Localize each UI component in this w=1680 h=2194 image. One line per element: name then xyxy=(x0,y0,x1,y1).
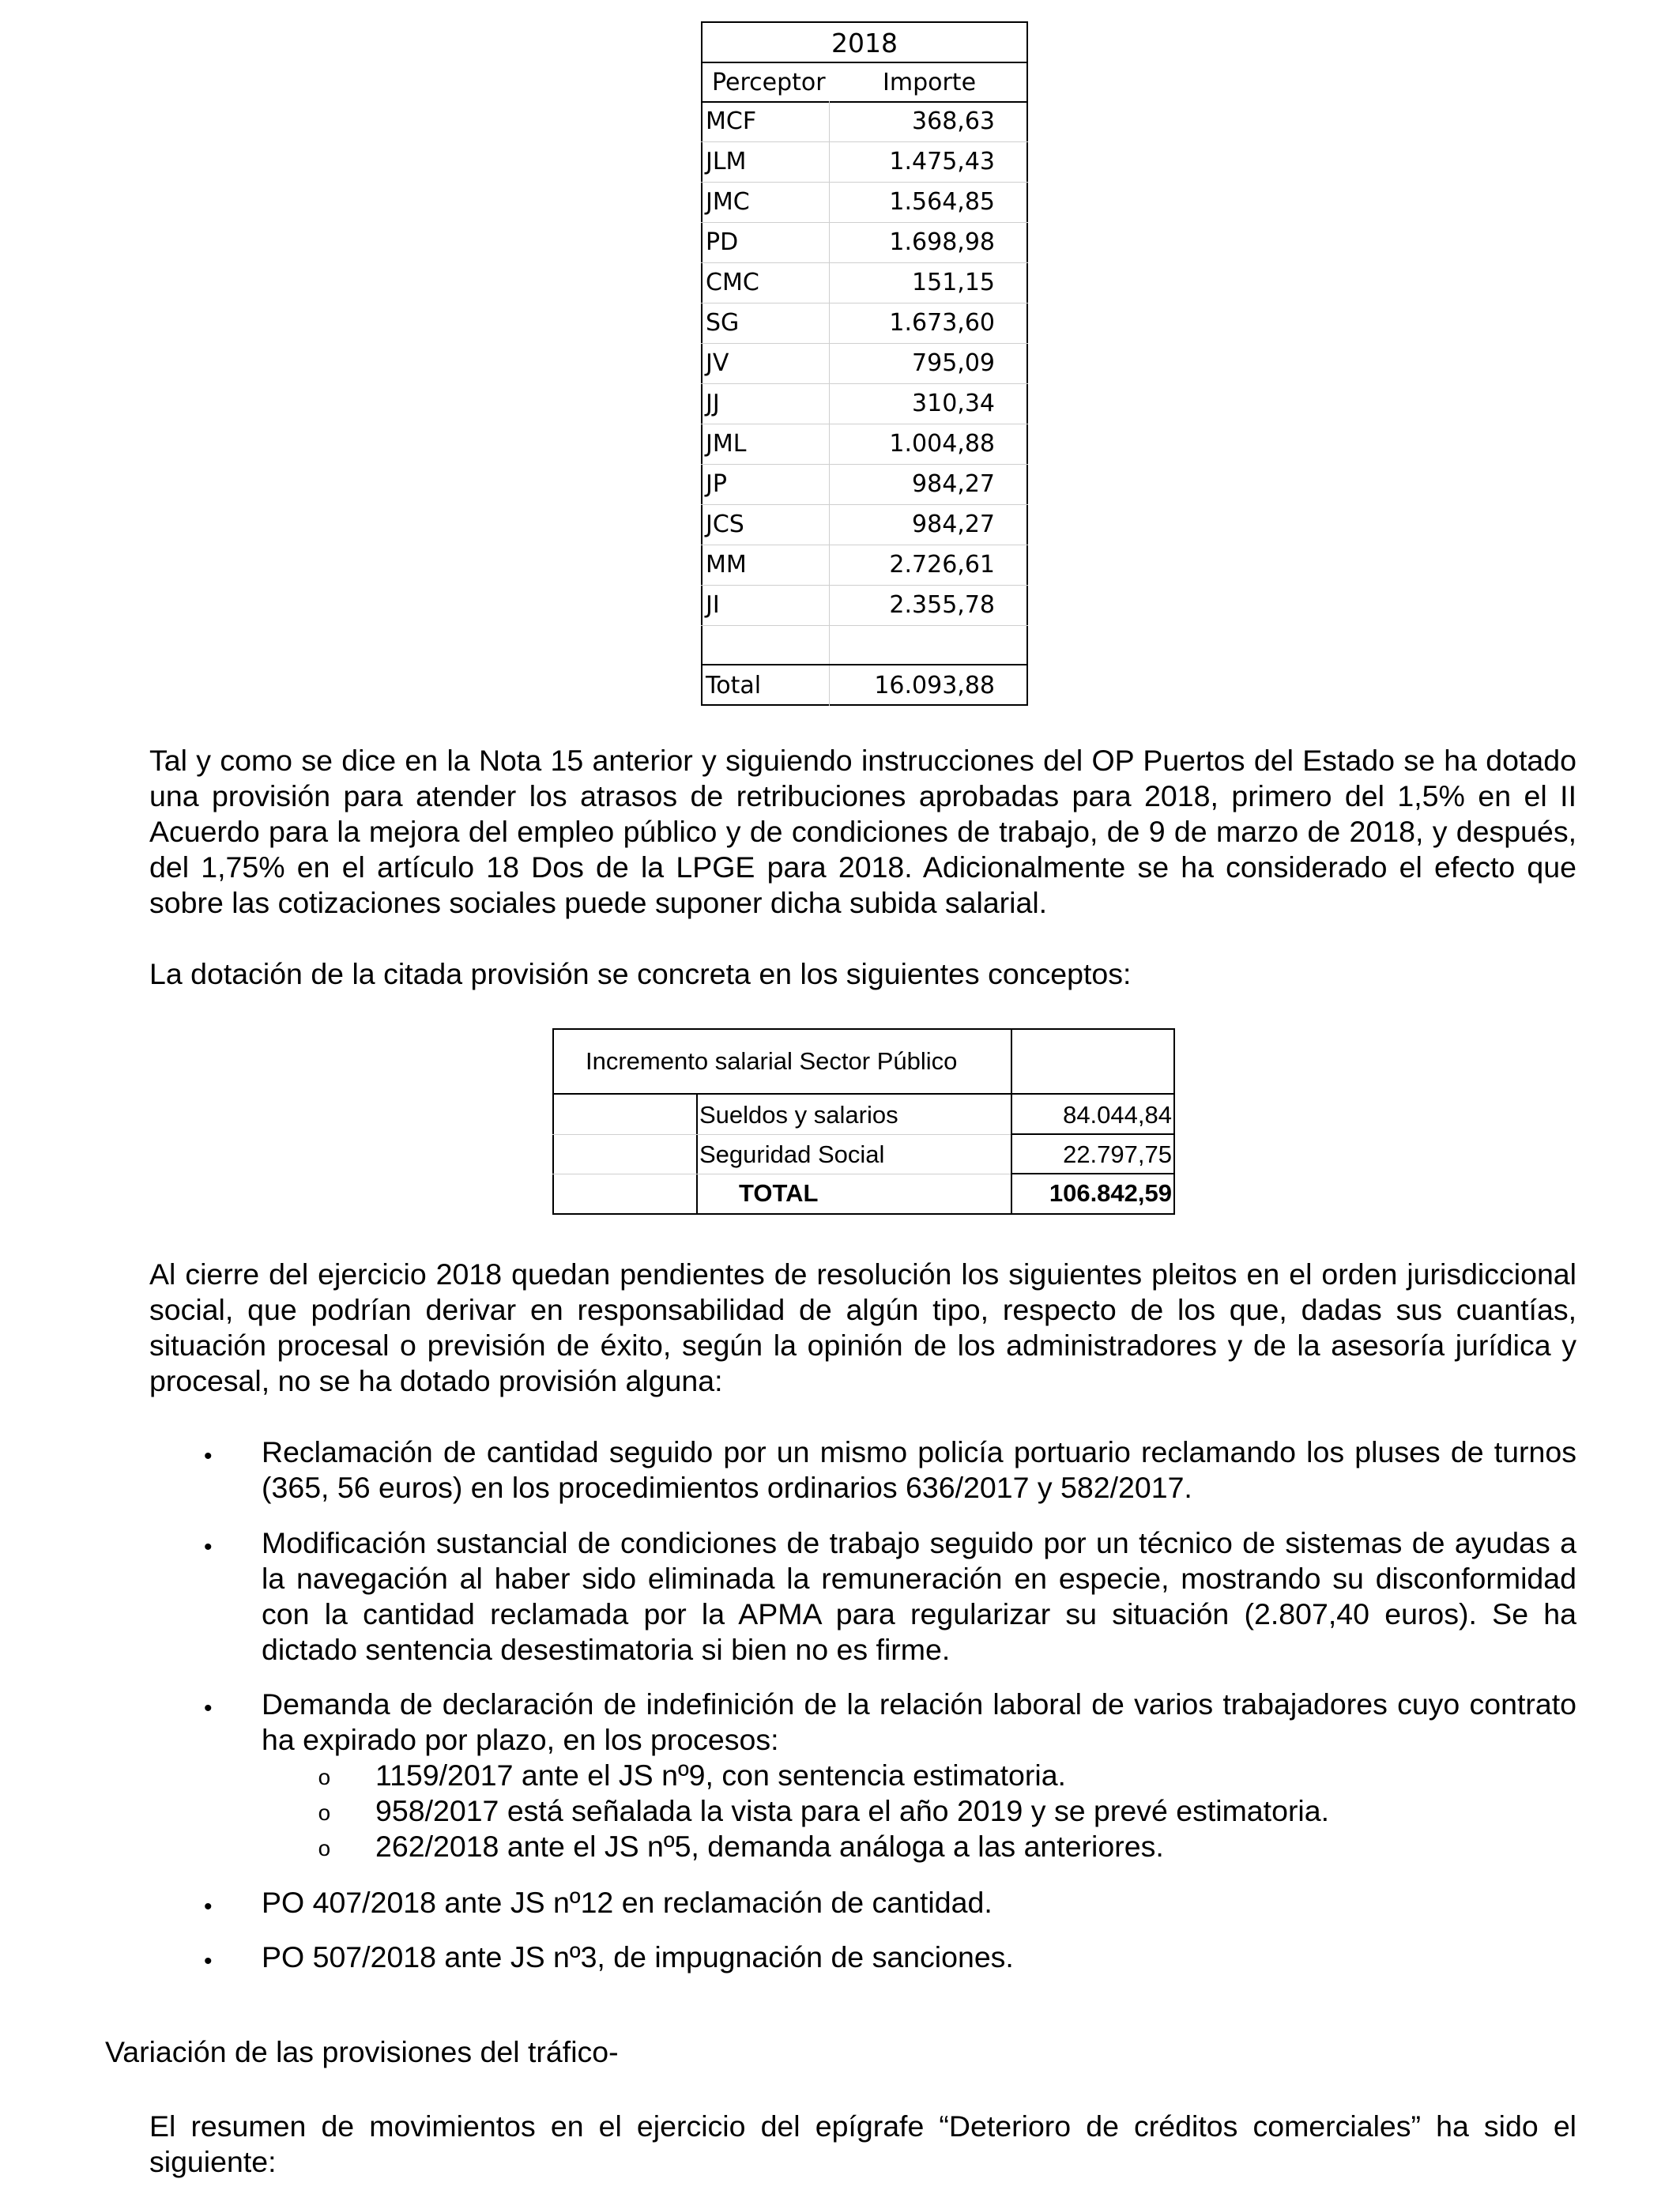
sub-bullet-marker: o xyxy=(318,1838,331,1863)
sub-list-item: 1159/2017 ante el JS nº9, con sentencia estimatoria. xyxy=(375,1759,1066,1792)
sub-list-item: 262/2018 ante el JS nº5, demanda análoga a las anteriores. xyxy=(375,1830,1164,1863)
column-divider xyxy=(1011,1028,1012,1215)
table-row-name: JML xyxy=(706,430,747,458)
table-row-name: MCF xyxy=(706,107,757,135)
section-heading: Variación de las provisiones del tráfico- xyxy=(105,2035,619,2068)
bullet-marker: • xyxy=(204,1443,213,1469)
table-row-name: PD xyxy=(706,228,739,256)
table-row-amount: 984,27 xyxy=(912,470,995,498)
incremento-row-label: Sueldos y salarios xyxy=(699,1101,898,1129)
row-divider xyxy=(552,1093,1175,1095)
table-row-amount: 151,15 xyxy=(912,269,995,296)
incremento-row-label: Seguridad Social xyxy=(699,1140,885,1168)
table-row-amount: 368,63 xyxy=(912,107,995,135)
table-row-amount: 2.726,61 xyxy=(889,551,995,579)
table-row-name: CMC xyxy=(706,269,759,296)
table-row-name: SG xyxy=(706,309,740,337)
bullet-marker: • xyxy=(204,1695,213,1721)
list-item: PO 507/2018 ante JS nº3, de impugnación de sanciones. xyxy=(262,1940,1014,1973)
table-row-amount: 1.673,60 xyxy=(889,309,995,337)
paragraph-movements-summary: El resumen de movimientos en el ejercicio del epígrafe “Deterioro de créditos comerciales” ha sido el siguiente: xyxy=(149,2109,1576,2178)
bullet-marker: • xyxy=(204,1534,213,1560)
sub-bullet-marker: o xyxy=(318,1803,331,1827)
table-row-amount: 984,27 xyxy=(912,511,995,538)
incremento-total-amount: 106.842,59 xyxy=(1049,1179,1172,1207)
paragraph-pending-lawsuits: Al cierre del ejercicio 2018 quedan pendientes de resolución los siguientes pleitos en el orden jurisdiccional social, que podrían derivar en responsabilidad de algún tipo, respecto de los que, dadas sus cuantías, situación procesal o previsión de éxito, según la opinión de los administradores y de la asesoría jurídica y procesal, no se ha dotado provisión alguna: xyxy=(149,1257,1576,1397)
list-item: Modificación sustancial de condiciones de trabajo seguido por un técnico de sistemas de ayudas a la navegación al haber sido eliminada la remuneración en especie, mostrando su disconformidad con la cantidad reclamada por la APMA para regularizar su situación (2.807,40 euros). Se ha dictado sentencia desestimatoria si bien no es firme. xyxy=(262,1526,1576,1666)
table-row-name: JI xyxy=(706,591,720,619)
table-row-name: JJ xyxy=(706,390,720,417)
table-row-amount: 1.698,98 xyxy=(889,228,995,256)
column-divider xyxy=(696,1095,698,1215)
table-divider xyxy=(701,62,1028,63)
incremento-title: Incremento salarial Sector Público xyxy=(586,1047,958,1075)
table-row-name: MM xyxy=(706,551,747,579)
col-header-importe: Importe xyxy=(883,69,977,96)
incremento-row-amount: 84.044,84 xyxy=(1063,1101,1172,1129)
col-header-perceptor: Perceptor xyxy=(712,69,826,96)
paragraph-concepts-intro: La dotación de la citada provisión se concreta en los siguientes conceptos: xyxy=(149,957,1132,990)
incremento-total-label: TOTAL xyxy=(739,1179,819,1207)
list-item: Demanda de declaración de indefinición de la relación laboral de varios trabajadores cuyo contrato ha expirado por plazo, en los procesos: xyxy=(262,1687,1576,1756)
incremento-row-amount: 22.797,75 xyxy=(1063,1140,1172,1168)
sub-list-item: 958/2017 está señalada la vista para el año 2019 y se prevé estimatoria. xyxy=(375,1794,1330,1827)
column-divider xyxy=(829,101,830,706)
bullet-marker: • xyxy=(204,1894,213,1920)
table-row-amount: 795,09 xyxy=(912,349,995,377)
table-row-amount: 1.475,43 xyxy=(889,148,995,175)
table-row-name: JLM xyxy=(706,148,747,175)
table-year: 2018 xyxy=(831,28,898,58)
table-total-amount: 16.093,88 xyxy=(874,672,995,699)
sub-bullet-marker: o xyxy=(318,1767,331,1792)
table-row-amount: 2.355,78 xyxy=(889,591,995,619)
table-row-name: JP xyxy=(706,470,727,498)
incremento-table xyxy=(552,1028,1175,1215)
bullet-marker: • xyxy=(204,1948,213,1974)
table-total-label: Total xyxy=(706,672,762,699)
table-row-amount: 310,34 xyxy=(912,390,995,417)
perceptor-table xyxy=(701,21,1028,706)
paragraph-provision-note: Tal y como se dice en la Nota 15 anterior y siguiendo instrucciones del OP Puertos del Estado se ha dotado una provisión para atender los atrasos de retribuciones aprobadas para 2018, primero del 1,5% en el II Acuerdo para la mejora del empleo público y de condiciones de trabajo, de 9 de marzo de 2018, y después, del 1,75% en el artículo 18 Dos de la LPGE para 2018. Adicionalmente se ha considerado el efecto que sobre las cotizaciones sociales puede suponer dicha subida salarial. xyxy=(149,744,1576,919)
list-item: Reclamación de cantidad seguido por un mismo policía portuario reclamando los pluses de turnos (365, 56 euros) en los procedimientos ordinarios 636/2017 y 582/2017. xyxy=(262,1435,1576,1504)
table-row-amount: 1.004,88 xyxy=(889,430,995,458)
list-item: PO 407/2018 ante JS nº12 en reclamación de cantidad. xyxy=(262,1886,993,1919)
table-row-amount: 1.564,85 xyxy=(889,188,995,216)
table-row-name: JMC xyxy=(706,188,750,216)
table-row-name: JV xyxy=(706,349,729,377)
table-row-name: JCS xyxy=(706,511,744,538)
